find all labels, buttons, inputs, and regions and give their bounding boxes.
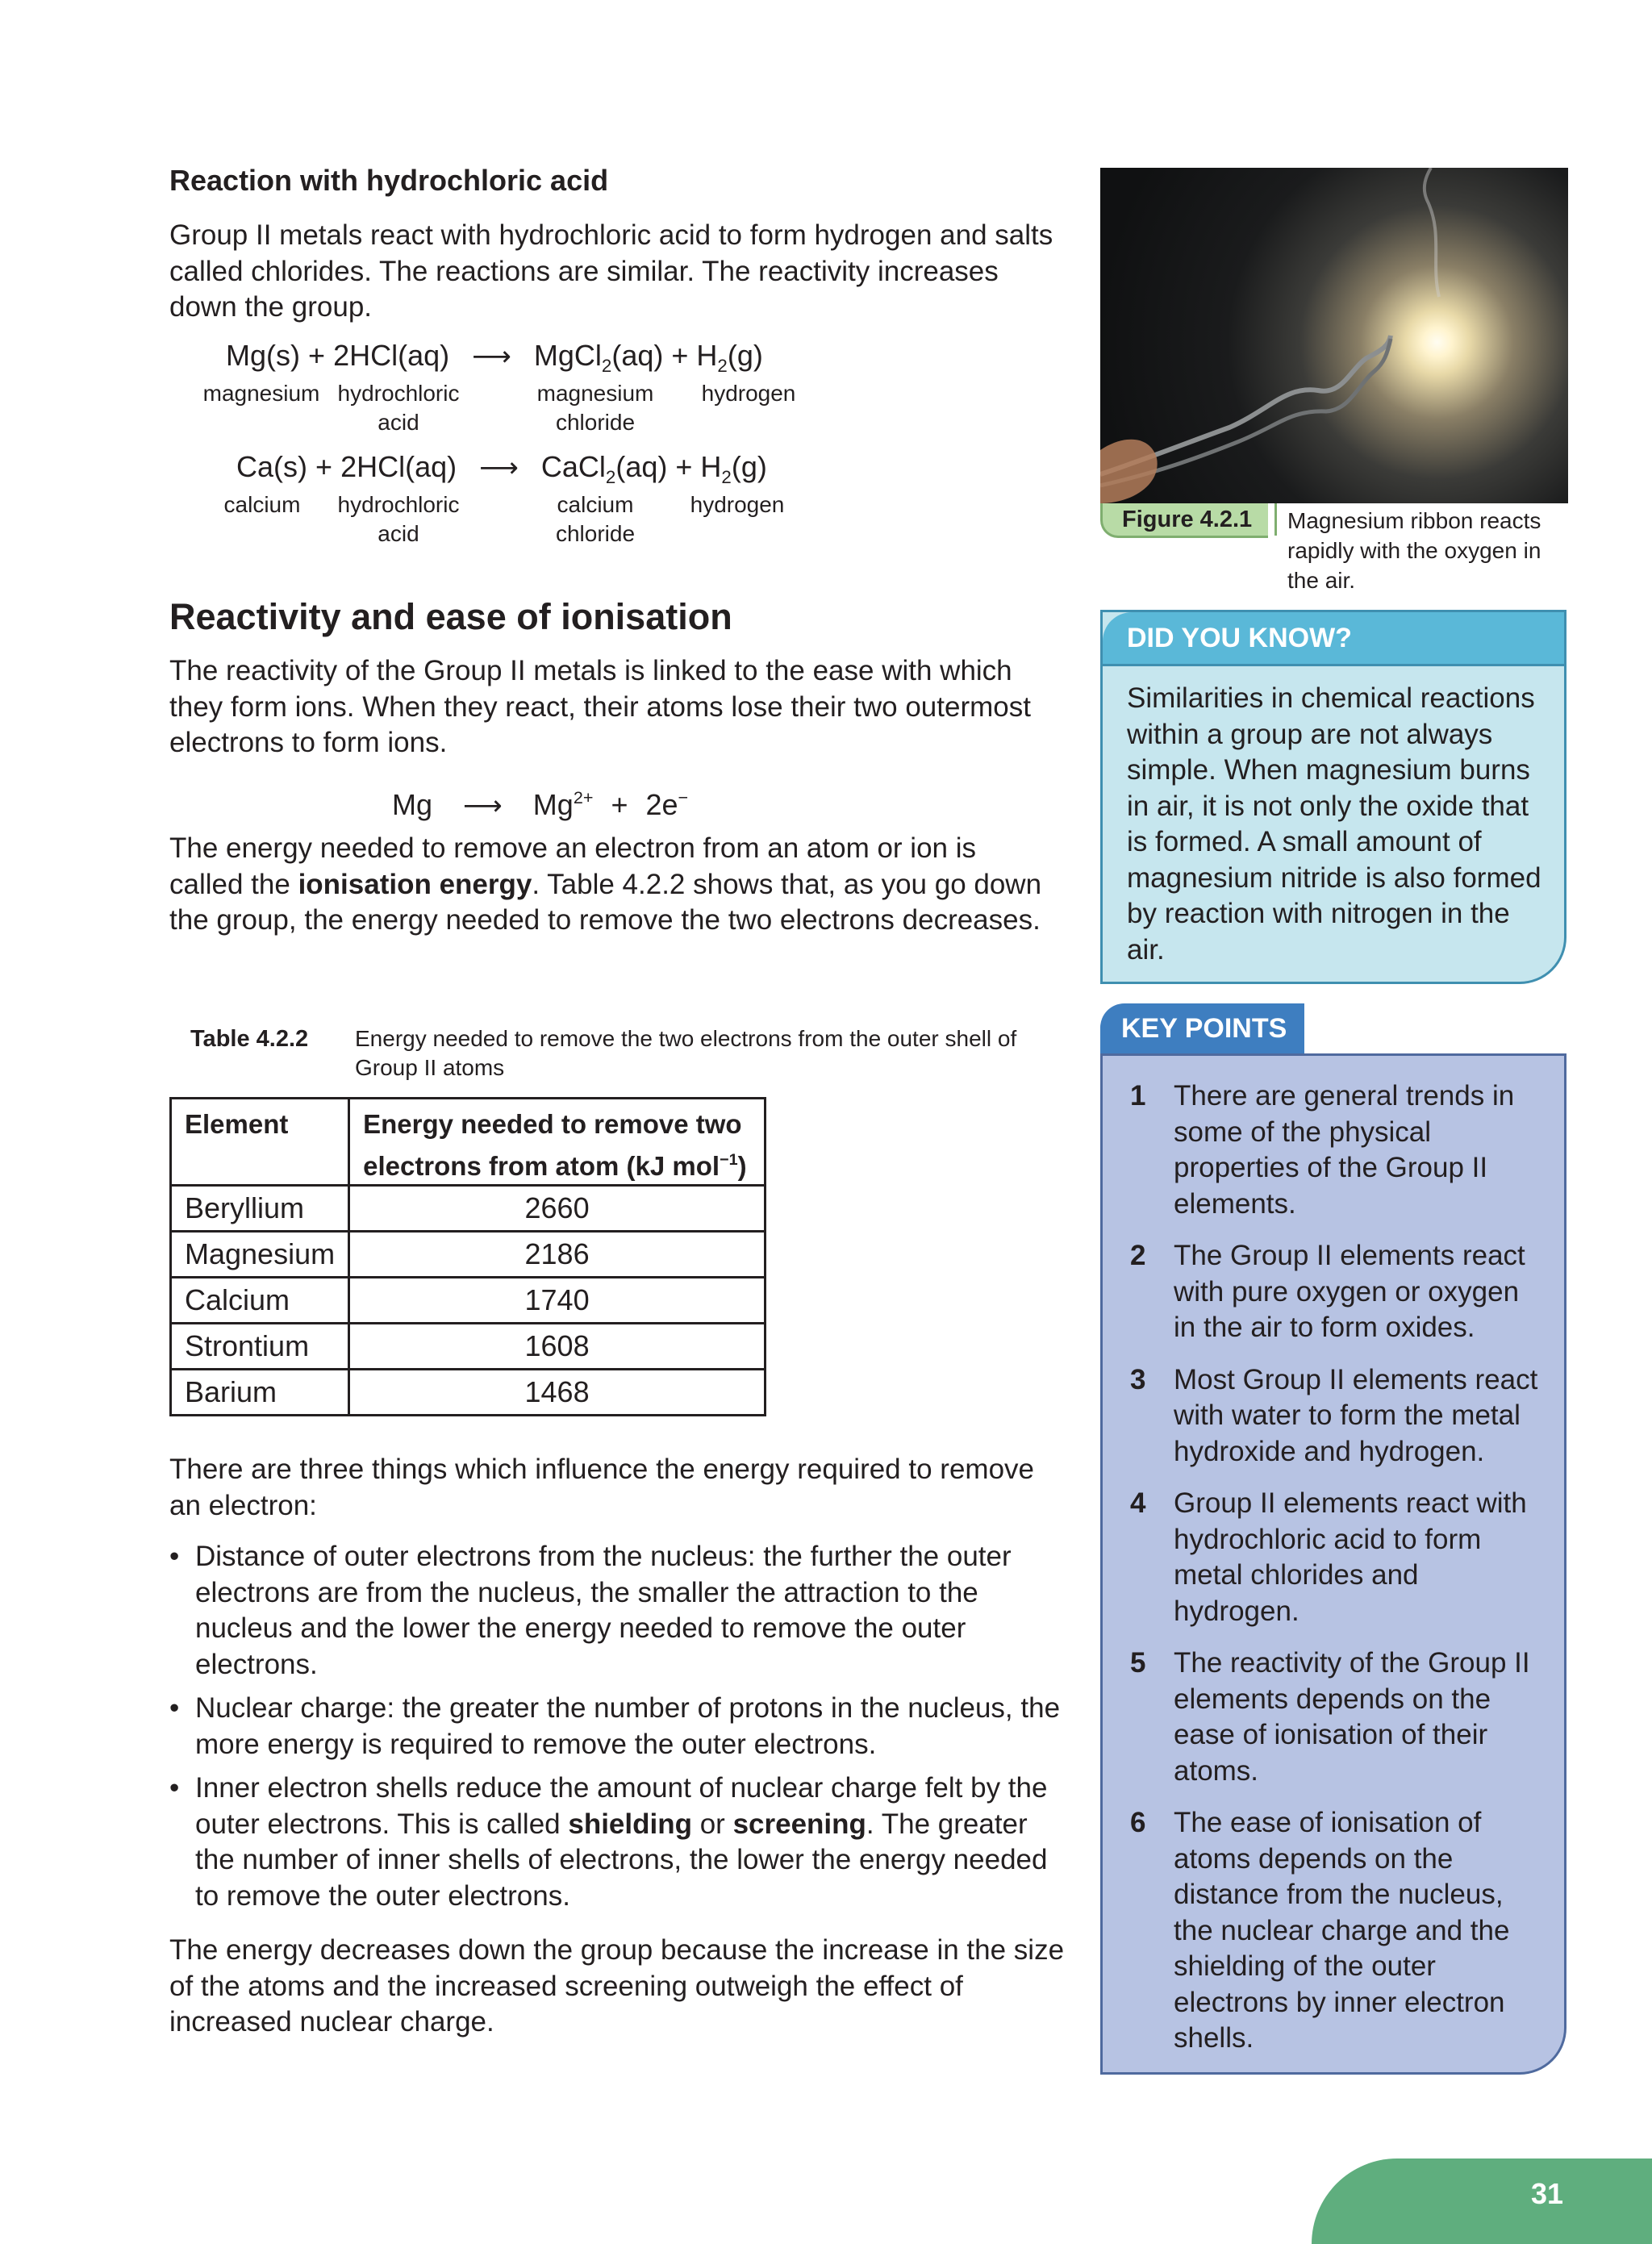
key-point-text: Most Group II elements react with water to form the metal hydroxide and hydrogen. bbox=[1174, 1363, 1538, 1467]
table-cell-energy: 2660 bbox=[349, 1185, 766, 1231]
figure-label: Figure 4.2.1 bbox=[1100, 503, 1268, 538]
eq-plus: + bbox=[671, 339, 689, 372]
photo-illustration bbox=[1100, 168, 1568, 503]
table-row bbox=[171, 1231, 766, 1277]
table-row bbox=[171, 1185, 766, 1231]
eq-product: $Mg^{2+}$ bbox=[532, 787, 594, 822]
eq-plus: + bbox=[611, 788, 628, 822]
key-point-item bbox=[1130, 1238, 1548, 1346]
table-cell-energy: 1608 bbox=[349, 1323, 766, 1369]
figure-label-divider bbox=[1274, 503, 1277, 536]
eq-label: magnesium chloride bbox=[536, 381, 654, 435]
eq-label: hydrochloric acid bbox=[337, 381, 460, 435]
list-item: • Inner electron shells reduce the amount of nuclear charge felt by the outer electrons. This is called shielding or screening. The greater the number of inner shells of electrons, the lower the energy needed to remove the outer electrons. bbox=[169, 1772, 1048, 1912]
equation-mg-hcl bbox=[0, 339, 1049, 444]
key-points-box bbox=[1100, 1053, 1566, 2075]
key-point-text: The reactivity of the Group II elements depends on the ease of ionisation of their atoms. bbox=[1174, 1647, 1530, 1787]
key-point-text: The ease of ionisation of atoms depends on the distance from the nucleus, the nuclear charge and the shielding of the outer electrons by inner electron shells. bbox=[1174, 1807, 1510, 2054]
table-row bbox=[171, 1323, 766, 1369]
eq-product: $H_2(g)$ bbox=[696, 339, 763, 376]
eq-reactant: Mg(s) bbox=[226, 339, 300, 372]
key-point-item bbox=[1130, 1486, 1548, 1629]
did-you-know-text: Similarities in chemical reactions within a group are not always simple. When magnesium burns in air, it is not only the oxide that is formed. A small amount of magnesium nitride is also formed by reaction with nitrogen in the air. bbox=[1127, 682, 1541, 966]
eq-reactant: Mg bbox=[392, 788, 433, 822]
reaction-arrow-icon: ⟶ bbox=[463, 790, 503, 823]
term-screening: screening bbox=[732, 1808, 866, 1840]
eq-label: calcium chloride bbox=[555, 492, 636, 546]
key-points-title: KEY POINTS bbox=[1100, 1003, 1304, 1053]
eq-product: 2e− bbox=[645, 787, 689, 822]
table-caption-text: Energy needed to remove the two electrons from the outer shell of Group II atoms bbox=[355, 1026, 1017, 1080]
did-you-know-title: DID YOU KNOW? bbox=[1103, 612, 1564, 666]
key-point-number: 6 bbox=[1130, 1807, 1146, 1838]
key-point-number: 4 bbox=[1130, 1487, 1146, 1519]
bullet-icon: • bbox=[169, 1772, 180, 1804]
table-cell-energy: 2186 bbox=[349, 1231, 766, 1277]
table-cell-element: Barium bbox=[171, 1369, 349, 1415]
key-point-text: The Group II elements react with pure oxygen or oxygen in the air to form oxides. bbox=[1174, 1240, 1525, 1343]
eq-reactant: 2HCl(aq) bbox=[340, 450, 457, 483]
table-cell-energy: 1468 bbox=[349, 1369, 766, 1415]
eq-label: calcium bbox=[223, 492, 301, 517]
magnesium-burning-photo bbox=[1100, 168, 1568, 503]
eq-plus: + bbox=[315, 450, 333, 483]
equation-mg-ionisation bbox=[392, 781, 688, 823]
section-heading-ionisation: Reactivity and ease of ionisation bbox=[169, 596, 732, 637]
key-point-number: 2 bbox=[1130, 1240, 1146, 1271]
eq-label: hydrogen bbox=[690, 492, 785, 517]
conclusion-paragraph: The energy decreases down the group because the increase in the size of the atoms and the increased screening outweigh the effect of increased nuclear charge. bbox=[169, 1934, 1065, 2038]
eq-label: hydrogen bbox=[701, 381, 796, 406]
equation-line bbox=[236, 450, 767, 494]
key-point-item bbox=[1130, 1805, 1548, 2057]
eq-product: MgCl$_2$(aq) bbox=[533, 339, 664, 376]
bullet-icon: • bbox=[169, 1692, 180, 1724]
bullet-icon: • bbox=[169, 1541, 180, 1572]
table-cell-element: Calcium bbox=[171, 1277, 349, 1323]
eq-product: CaCl$_2$(aq) bbox=[540, 450, 668, 487]
table-row bbox=[171, 1277, 766, 1323]
equation-line bbox=[226, 339, 763, 383]
term-shielding: shielding bbox=[568, 1808, 692, 1840]
influences-list bbox=[169, 1539, 1065, 1914]
section-paragraph-hcl: Group II metals react with hydrochloric acid to form hydrogen and salts called chlorides. The reactions are similar. The reactivity increases down the group. bbox=[169, 219, 1053, 323]
eq-plus: + bbox=[675, 450, 693, 483]
figure-caption: Magnesium ribbon reacts rapidly with the oxygen in the air. bbox=[1287, 508, 1541, 593]
term-ionisation-energy: ionisation energy bbox=[298, 868, 532, 900]
equation-ca-hcl bbox=[0, 450, 1049, 555]
section-paragraph-ionisation-energy: The energy needed to remove an electron from an atom or ion is called the ionisation energy. Table 4.2.2 shows that, as you go down the group, the energy needed to remove the two electrons decreases. bbox=[169, 832, 1042, 936]
reaction-arrow-icon: ⟶ bbox=[479, 452, 519, 484]
eq-label: magnesium bbox=[202, 381, 320, 406]
eq-plus: + bbox=[308, 339, 326, 372]
energy-table bbox=[169, 1097, 766, 1416]
table-cell-element: Magnesium bbox=[171, 1231, 349, 1277]
eq-label: hydrochloric acid bbox=[337, 492, 460, 546]
did-you-know-box bbox=[1100, 610, 1566, 984]
table-caption-label: Table 4.2.2 bbox=[190, 1026, 309, 1052]
key-point-item bbox=[1130, 1645, 1548, 1789]
eq-product: $H_2(g)$ bbox=[700, 450, 767, 487]
key-point-item bbox=[1130, 1078, 1548, 1222]
key-point-text: Group II elements react with hydrochloric acid to form metal chlorides and hydrogen. bbox=[1174, 1487, 1527, 1627]
reaction-arrow-icon: ⟶ bbox=[472, 340, 511, 373]
list-item: • Nuclear charge: the greater the number of protons in the nucleus, the more energy is required to remove the outer electrons. bbox=[169, 1692, 1061, 1760]
table-cell-element: Strontium bbox=[171, 1323, 349, 1369]
table-header-row bbox=[171, 1099, 766, 1186]
page-number: 31 bbox=[1531, 2177, 1564, 2210]
key-point-item bbox=[1130, 1362, 1548, 1470]
section-heading-hcl: Reaction with hydrochloric acid bbox=[169, 164, 609, 197]
key-point-number: 3 bbox=[1130, 1363, 1146, 1395]
table-cell-energy: 1740 bbox=[349, 1277, 766, 1323]
eq-reactant: 2HCl(aq) bbox=[333, 339, 450, 372]
smoke-trail bbox=[1425, 168, 1439, 297]
table-row bbox=[171, 1369, 766, 1415]
key-point-text: There are general trends in some of the physical properties of the Group II elements. bbox=[1174, 1080, 1515, 1220]
eq-reactant: Ca(s) bbox=[236, 450, 307, 483]
influences-intro: There are three things which influence the energy required to remove an electron: bbox=[169, 1454, 1034, 1521]
section-paragraph-ionisation: The reactivity of the Group II metals is linked to the ease with which they form ions. When they react, their atoms lose their two outermost electrons to form ions. bbox=[169, 655, 1031, 758]
table-header-element: Element bbox=[171, 1099, 349, 1186]
list-item: • Distance of outer electrons from the nucleus: the further the outer electrons are from the nucleus, the smaller the attraction to the nucleus and the lower the energy needed to remove the outer electrons. bbox=[169, 1541, 1012, 1680]
page-number-tab bbox=[1312, 2158, 1652, 2244]
key-point-number: 5 bbox=[1130, 1647, 1146, 1679]
key-point-number: 1 bbox=[1130, 1080, 1146, 1112]
table-cell-element: Beryllium bbox=[171, 1185, 349, 1231]
hand-shape bbox=[1100, 440, 1158, 503]
table-header-energy: Energy needed to remove two electrons from atom (kJ mol$^{-1}$) bbox=[349, 1099, 766, 1186]
